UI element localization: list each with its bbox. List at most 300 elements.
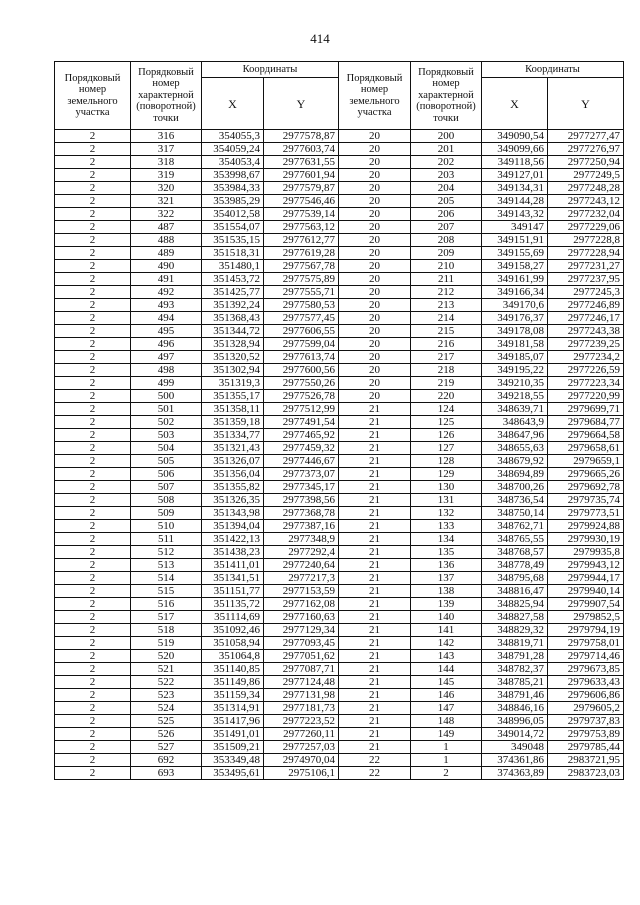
plot-number-right-cell: 21	[339, 624, 411, 637]
point-number-right-cell: 206	[411, 208, 482, 221]
x-coordinate-right-cell: 349181,58	[482, 338, 548, 351]
y-coordinate-cell: 2977387,16	[264, 520, 339, 533]
table-row	[55, 676, 624, 689]
point-number-cell: 500	[131, 390, 202, 403]
y-coordinate-cell: 2977580,53	[264, 299, 339, 312]
y-coordinate-cell: 2977577,45	[264, 312, 339, 325]
y-coordinate-cell: 2977087,71	[264, 663, 339, 676]
point-number-cell: 490	[131, 260, 202, 273]
x-coordinate-cell: 353984,33	[202, 182, 264, 195]
point-number-right-cell: 128	[411, 455, 482, 468]
table-row	[55, 286, 624, 299]
x-coordinate-right-cell: 349127,01	[482, 169, 548, 182]
x-coordinate-cell: 351321,43	[202, 442, 264, 455]
x-coordinate-cell: 353998,67	[202, 169, 264, 182]
x-coordinate-cell: 351114,69	[202, 611, 264, 624]
plot-number-cell: 2	[55, 338, 131, 351]
header-y-right: Y	[548, 78, 624, 130]
plot-number-cell: 2	[55, 611, 131, 624]
x-coordinate-right-cell: 349161,99	[482, 273, 548, 286]
plot-number-right-cell: 20	[339, 364, 411, 377]
point-number-right-cell: 138	[411, 585, 482, 598]
x-coordinate-right-cell: 348694,89	[482, 468, 548, 481]
point-number-right-cell: 214	[411, 312, 482, 325]
y-coordinate-right-cell: 2977248,28	[548, 182, 624, 195]
plot-number-cell: 2	[55, 676, 131, 689]
plot-number-right-cell: 21	[339, 546, 411, 559]
table-row	[55, 390, 624, 403]
y-coordinate-cell: 2977465,92	[264, 429, 339, 442]
table-row	[55, 624, 624, 637]
point-number-right-cell: 132	[411, 507, 482, 520]
y-coordinate-cell: 2977546,46	[264, 195, 339, 208]
point-number-right-cell: 207	[411, 221, 482, 234]
y-coordinate-cell: 2977567,78	[264, 260, 339, 273]
plot-number-cell: 2	[55, 247, 131, 260]
y-coordinate-cell: 2977345,17	[264, 481, 339, 494]
y-coordinate-cell: 2977153,59	[264, 585, 339, 598]
point-number-cell: 499	[131, 377, 202, 390]
table-row	[55, 585, 624, 598]
table-row	[55, 364, 624, 377]
point-number-cell: 512	[131, 546, 202, 559]
point-number-right-cell: 140	[411, 611, 482, 624]
header-y: Y	[264, 78, 339, 130]
x-coordinate-right-cell: 349014,72	[482, 728, 548, 741]
header-point-number: Порядковый номер характерной (поворотной) точки	[131, 62, 202, 130]
x-coordinate-cell: 351509,21	[202, 741, 264, 754]
y-coordinate-cell: 2977599,04	[264, 338, 339, 351]
point-number-right-cell: 147	[411, 702, 482, 715]
y-coordinate-right-cell: 2977237,95	[548, 273, 624, 286]
table-row	[55, 221, 624, 234]
plot-number-right-cell: 21	[339, 689, 411, 702]
point-number-cell: 507	[131, 481, 202, 494]
plot-number-cell: 2	[55, 377, 131, 390]
plot-number-right-cell: 21	[339, 702, 411, 715]
x-coordinate-right-cell: 348782,37	[482, 663, 548, 676]
x-coordinate-cell: 351064,8	[202, 650, 264, 663]
point-number-right-cell: 124	[411, 403, 482, 416]
y-coordinate-right-cell: 2979606,86	[548, 689, 624, 702]
x-coordinate-right-cell: 349176,37	[482, 312, 548, 325]
table-row	[55, 260, 624, 273]
point-number-cell: 320	[131, 182, 202, 195]
table-row	[55, 650, 624, 663]
table-row	[55, 559, 624, 572]
plot-number-right-cell: 21	[339, 520, 411, 533]
x-coordinate-right-cell: 349195,22	[482, 364, 548, 377]
x-coordinate-right-cell: 374363,89	[482, 767, 548, 780]
point-number-cell: 493	[131, 299, 202, 312]
point-number-cell: 488	[131, 234, 202, 247]
plot-number-cell: 2	[55, 533, 131, 546]
point-number-right-cell: 125	[411, 416, 482, 429]
x-coordinate-right-cell: 348996,05	[482, 715, 548, 728]
plot-number-right-cell: 21	[339, 598, 411, 611]
x-coordinate-right-cell: 348785,21	[482, 676, 548, 689]
point-number-right-cell: 127	[411, 442, 482, 455]
y-coordinate-cell: 2977612,77	[264, 234, 339, 247]
point-number-right-cell: 219	[411, 377, 482, 390]
y-coordinate-cell: 2977223,52	[264, 715, 339, 728]
plot-number-cell: 2	[55, 702, 131, 715]
x-coordinate-cell: 351554,07	[202, 221, 264, 234]
y-coordinate-cell: 2977600,56	[264, 364, 339, 377]
point-number-right-cell: 2	[411, 767, 482, 780]
point-number-cell: 521	[131, 663, 202, 676]
plot-number-right-cell: 21	[339, 442, 411, 455]
x-coordinate-right-cell: 349099,66	[482, 143, 548, 156]
plot-number-right-cell: 20	[339, 143, 411, 156]
y-coordinate-right-cell: 2977229,06	[548, 221, 624, 234]
y-coordinate-right-cell: 2979924,88	[548, 520, 624, 533]
table-row	[55, 611, 624, 624]
plot-number-right-cell: 20	[339, 130, 411, 143]
x-coordinate-cell: 351058,94	[202, 637, 264, 650]
x-coordinate-right-cell: 349143,32	[482, 208, 548, 221]
x-coordinate-cell: 351358,11	[202, 403, 264, 416]
x-coordinate-right-cell: 348736,54	[482, 494, 548, 507]
y-coordinate-right-cell: 2979633,43	[548, 676, 624, 689]
plot-number-right-cell: 21	[339, 637, 411, 650]
y-coordinate-cell: 2977160,63	[264, 611, 339, 624]
x-coordinate-right-cell: 348768,57	[482, 546, 548, 559]
plot-number-cell: 2	[55, 364, 131, 377]
point-number-cell: 524	[131, 702, 202, 715]
x-coordinate-right-cell: 348765,55	[482, 533, 548, 546]
y-coordinate-right-cell: 2979943,12	[548, 559, 624, 572]
y-coordinate-right-cell: 2979773,51	[548, 507, 624, 520]
y-coordinate-cell: 2977579,87	[264, 182, 339, 195]
point-number-cell: 518	[131, 624, 202, 637]
y-coordinate-right-cell: 2977220,99	[548, 390, 624, 403]
table-row	[55, 598, 624, 611]
point-number-right-cell: 148	[411, 715, 482, 728]
plot-number-cell: 2	[55, 715, 131, 728]
y-coordinate-cell: 2977162,08	[264, 598, 339, 611]
y-coordinate-right-cell: 2977243,38	[548, 325, 624, 338]
x-coordinate-cell: 353985,29	[202, 195, 264, 208]
point-number-cell: 510	[131, 520, 202, 533]
y-coordinate-right-cell: 2977228,94	[548, 247, 624, 260]
y-coordinate-cell: 2977292,4	[264, 546, 339, 559]
plot-number-cell: 2	[55, 390, 131, 403]
y-coordinate-cell: 2977512,99	[264, 403, 339, 416]
plot-number-cell: 2	[55, 403, 131, 416]
table-row	[55, 507, 624, 520]
point-number-cell: 316	[131, 130, 202, 143]
x-coordinate-cell: 351326,35	[202, 494, 264, 507]
plot-number-cell: 2	[55, 767, 131, 780]
x-coordinate-right-cell: 348791,28	[482, 650, 548, 663]
point-number-cell: 319	[131, 169, 202, 182]
point-number-right-cell: 205	[411, 195, 482, 208]
x-coordinate-cell: 351417,96	[202, 715, 264, 728]
point-number-cell: 491	[131, 273, 202, 286]
plot-number-right-cell: 20	[339, 260, 411, 273]
plot-number-cell: 2	[55, 416, 131, 429]
plot-number-cell: 2	[55, 182, 131, 195]
table-row	[55, 143, 624, 156]
y-coordinate-right-cell: 2979758,01	[548, 637, 624, 650]
plot-number-cell: 2	[55, 468, 131, 481]
table-row	[55, 715, 624, 728]
point-number-right-cell: 208	[411, 234, 482, 247]
point-number-cell: 513	[131, 559, 202, 572]
x-coordinate-cell: 351328,94	[202, 338, 264, 351]
y-coordinate-cell: 2974970,04	[264, 754, 339, 767]
y-coordinate-right-cell: 2977249,5	[548, 169, 624, 182]
point-number-cell: 511	[131, 533, 202, 546]
plot-number-cell: 2	[55, 260, 131, 273]
plot-number-right-cell: 20	[339, 247, 411, 260]
plot-number-cell: 2	[55, 572, 131, 585]
x-coordinate-cell: 351151,77	[202, 585, 264, 598]
y-coordinate-right-cell: 2979930,19	[548, 533, 624, 546]
plot-number-cell: 2	[55, 325, 131, 338]
x-coordinate-cell: 351518,31	[202, 247, 264, 260]
x-coordinate-cell: 351425,77	[202, 286, 264, 299]
y-coordinate-cell: 2977613,74	[264, 351, 339, 364]
y-coordinate-right-cell: 2977231,27	[548, 260, 624, 273]
plot-number-right-cell: 20	[339, 195, 411, 208]
y-coordinate-right-cell: 2979944,17	[548, 572, 624, 585]
point-number-cell: 517	[131, 611, 202, 624]
y-coordinate-right-cell: 2977245,3	[548, 286, 624, 299]
plot-number-right-cell: 20	[339, 299, 411, 312]
plot-number-cell: 2	[55, 663, 131, 676]
plot-number-right-cell: 21	[339, 507, 411, 520]
point-number-cell: 498	[131, 364, 202, 377]
plot-number-cell: 2	[55, 312, 131, 325]
y-coordinate-cell: 2977129,34	[264, 624, 339, 637]
header-coordinates-right: Координаты	[482, 62, 624, 78]
x-coordinate-right-cell: 348700,26	[482, 481, 548, 494]
x-coordinate-cell: 353349,48	[202, 754, 264, 767]
plot-number-right-cell: 20	[339, 325, 411, 338]
point-number-cell: 322	[131, 208, 202, 221]
point-number-right-cell: 141	[411, 624, 482, 637]
point-number-right-cell: 203	[411, 169, 482, 182]
plot-number-right-cell: 21	[339, 403, 411, 416]
y-coordinate-right-cell: 2979658,61	[548, 442, 624, 455]
point-number-right-cell: 213	[411, 299, 482, 312]
plot-number-right-cell: 21	[339, 468, 411, 481]
point-number-right-cell: 215	[411, 325, 482, 338]
point-number-right-cell: 204	[411, 182, 482, 195]
plot-number-cell: 2	[55, 429, 131, 442]
x-coordinate-right-cell: 349178,08	[482, 325, 548, 338]
plot-number-right-cell: 21	[339, 481, 411, 494]
plot-number-right-cell: 20	[339, 169, 411, 182]
table-row	[55, 767, 624, 780]
x-coordinate-right-cell: 348655,63	[482, 442, 548, 455]
y-coordinate-cell: 2977368,78	[264, 507, 339, 520]
plot-number-cell: 2	[55, 728, 131, 741]
table-row	[55, 195, 624, 208]
table-row	[55, 429, 624, 442]
plot-number-right-cell: 20	[339, 273, 411, 286]
plot-number-right-cell: 20	[339, 312, 411, 325]
point-number-cell: 515	[131, 585, 202, 598]
x-coordinate-cell: 351343,98	[202, 507, 264, 520]
point-number-right-cell: 144	[411, 663, 482, 676]
plot-number-right-cell: 21	[339, 416, 411, 429]
y-coordinate-cell: 2977240,64	[264, 559, 339, 572]
header-point-number-right: Порядковый номер характерной (поворотной) точки	[411, 62, 482, 130]
y-coordinate-right-cell: 2977223,34	[548, 377, 624, 390]
x-coordinate-cell: 354053,4	[202, 156, 264, 169]
page-number: 414	[310, 31, 330, 46]
x-coordinate-cell: 351341,51	[202, 572, 264, 585]
x-coordinate-right-cell: 374361,86	[482, 754, 548, 767]
table-row	[55, 533, 624, 546]
table-row	[55, 494, 624, 507]
x-coordinate-cell: 354055,3	[202, 130, 264, 143]
y-coordinate-right-cell: 2979714,46	[548, 650, 624, 663]
point-number-right-cell: 217	[411, 351, 482, 364]
point-number-cell: 506	[131, 468, 202, 481]
y-coordinate-cell: 2977260,11	[264, 728, 339, 741]
plot-number-cell: 2	[55, 143, 131, 156]
y-coordinate-right-cell: 2977232,04	[548, 208, 624, 221]
table-row	[55, 442, 624, 455]
plot-number-cell: 2	[55, 195, 131, 208]
y-coordinate-right-cell: 2979737,83	[548, 715, 624, 728]
x-coordinate-right-cell: 349185,07	[482, 351, 548, 364]
y-coordinate-right-cell: 2979852,5	[548, 611, 624, 624]
y-coordinate-cell: 2977093,45	[264, 637, 339, 650]
plot-number-right-cell: 21	[339, 728, 411, 741]
point-number-right-cell: 220	[411, 390, 482, 403]
y-coordinate-cell: 2977601,94	[264, 169, 339, 182]
plot-number-right-cell: 21	[339, 611, 411, 624]
x-coordinate-cell: 351334,77	[202, 429, 264, 442]
y-coordinate-cell: 2977578,87	[264, 130, 339, 143]
plot-number-cell: 2	[55, 741, 131, 754]
x-coordinate-cell: 351535,15	[202, 234, 264, 247]
x-coordinate-right-cell: 348795,68	[482, 572, 548, 585]
point-number-cell: 525	[131, 715, 202, 728]
point-number-right-cell: 218	[411, 364, 482, 377]
y-coordinate-right-cell: 2979673,85	[548, 663, 624, 676]
table-row	[55, 273, 624, 286]
y-coordinate-right-cell: 2979935,8	[548, 546, 624, 559]
table-row	[55, 416, 624, 429]
y-coordinate-cell: 2977619,28	[264, 247, 339, 260]
x-coordinate-cell: 351135,72	[202, 598, 264, 611]
y-coordinate-cell: 2977575,89	[264, 273, 339, 286]
plot-number-cell: 2	[55, 286, 131, 299]
point-number-cell: 494	[131, 312, 202, 325]
y-coordinate-cell: 2977051,62	[264, 650, 339, 663]
plot-number-cell: 2	[55, 208, 131, 221]
plot-number-cell: 2	[55, 559, 131, 572]
plot-number-cell: 2	[55, 130, 131, 143]
x-coordinate-right-cell: 349155,69	[482, 247, 548, 260]
header-x: X	[202, 78, 264, 130]
plot-number-cell: 2	[55, 273, 131, 286]
y-coordinate-cell: 2977563,12	[264, 221, 339, 234]
plot-number-right-cell: 20	[339, 351, 411, 364]
x-coordinate-right-cell: 349166,34	[482, 286, 548, 299]
point-number-right-cell: 139	[411, 598, 482, 611]
plot-number-right-cell: 21	[339, 650, 411, 663]
point-number-right-cell: 216	[411, 338, 482, 351]
plot-number-cell: 2	[55, 234, 131, 247]
x-coordinate-cell: 351411,01	[202, 559, 264, 572]
y-coordinate-right-cell: 2979940,14	[548, 585, 624, 598]
y-coordinate-right-cell: 2977243,12	[548, 195, 624, 208]
x-coordinate-right-cell: 348647,96	[482, 429, 548, 442]
table-row	[55, 689, 624, 702]
point-number-cell: 317	[131, 143, 202, 156]
point-number-right-cell: 134	[411, 533, 482, 546]
y-coordinate-right-cell: 2977246,17	[548, 312, 624, 325]
x-coordinate-cell: 351092,46	[202, 624, 264, 637]
plot-number-cell: 2	[55, 455, 131, 468]
point-number-cell: 523	[131, 689, 202, 702]
x-coordinate-cell: 351392,24	[202, 299, 264, 312]
y-coordinate-right-cell: 2979665,26	[548, 468, 624, 481]
plot-number-cell: 2	[55, 585, 131, 598]
x-coordinate-right-cell: 348778,49	[482, 559, 548, 572]
point-number-cell: 495	[131, 325, 202, 338]
x-coordinate-right-cell: 348816,47	[482, 585, 548, 598]
x-coordinate-right-cell: 349090,54	[482, 130, 548, 143]
y-coordinate-cell: 2977550,26	[264, 377, 339, 390]
plot-number-right-cell: 21	[339, 429, 411, 442]
plot-number-right-cell: 20	[339, 221, 411, 234]
x-coordinate-cell: 351356,04	[202, 468, 264, 481]
table-row	[55, 455, 624, 468]
plot-number-right-cell: 21	[339, 663, 411, 676]
plot-number-right-cell: 20	[339, 286, 411, 299]
point-number-right-cell: 201	[411, 143, 482, 156]
plot-number-cell: 2	[55, 546, 131, 559]
table-row	[55, 481, 624, 494]
y-coordinate-right-cell: 2977239,25	[548, 338, 624, 351]
y-coordinate-right-cell: 2977250,94	[548, 156, 624, 169]
point-number-cell: 508	[131, 494, 202, 507]
x-coordinate-cell: 351355,82	[202, 481, 264, 494]
x-coordinate-cell: 351355,17	[202, 390, 264, 403]
y-coordinate-right-cell: 2977228,8	[548, 234, 624, 247]
y-coordinate-right-cell: 2979907,54	[548, 598, 624, 611]
y-coordinate-cell: 2977124,48	[264, 676, 339, 689]
x-coordinate-cell: 351314,91	[202, 702, 264, 715]
table-row	[55, 247, 624, 260]
point-number-cell: 516	[131, 598, 202, 611]
table-row	[55, 663, 624, 676]
x-coordinate-cell: 354012,58	[202, 208, 264, 221]
plot-number-right-cell: 22	[339, 767, 411, 780]
y-coordinate-right-cell: 2979753,89	[548, 728, 624, 741]
plot-number-cell: 2	[55, 624, 131, 637]
plot-number-cell: 2	[55, 156, 131, 169]
plot-number-cell: 2	[55, 689, 131, 702]
x-coordinate-right-cell: 348762,71	[482, 520, 548, 533]
point-number-cell: 503	[131, 429, 202, 442]
point-number-right-cell: 149	[411, 728, 482, 741]
point-number-right-cell: 146	[411, 689, 482, 702]
point-number-cell: 502	[131, 416, 202, 429]
plot-number-right-cell: 21	[339, 572, 411, 585]
point-number-cell: 693	[131, 767, 202, 780]
point-number-right-cell: 136	[411, 559, 482, 572]
plot-number-right-cell: 20	[339, 338, 411, 351]
